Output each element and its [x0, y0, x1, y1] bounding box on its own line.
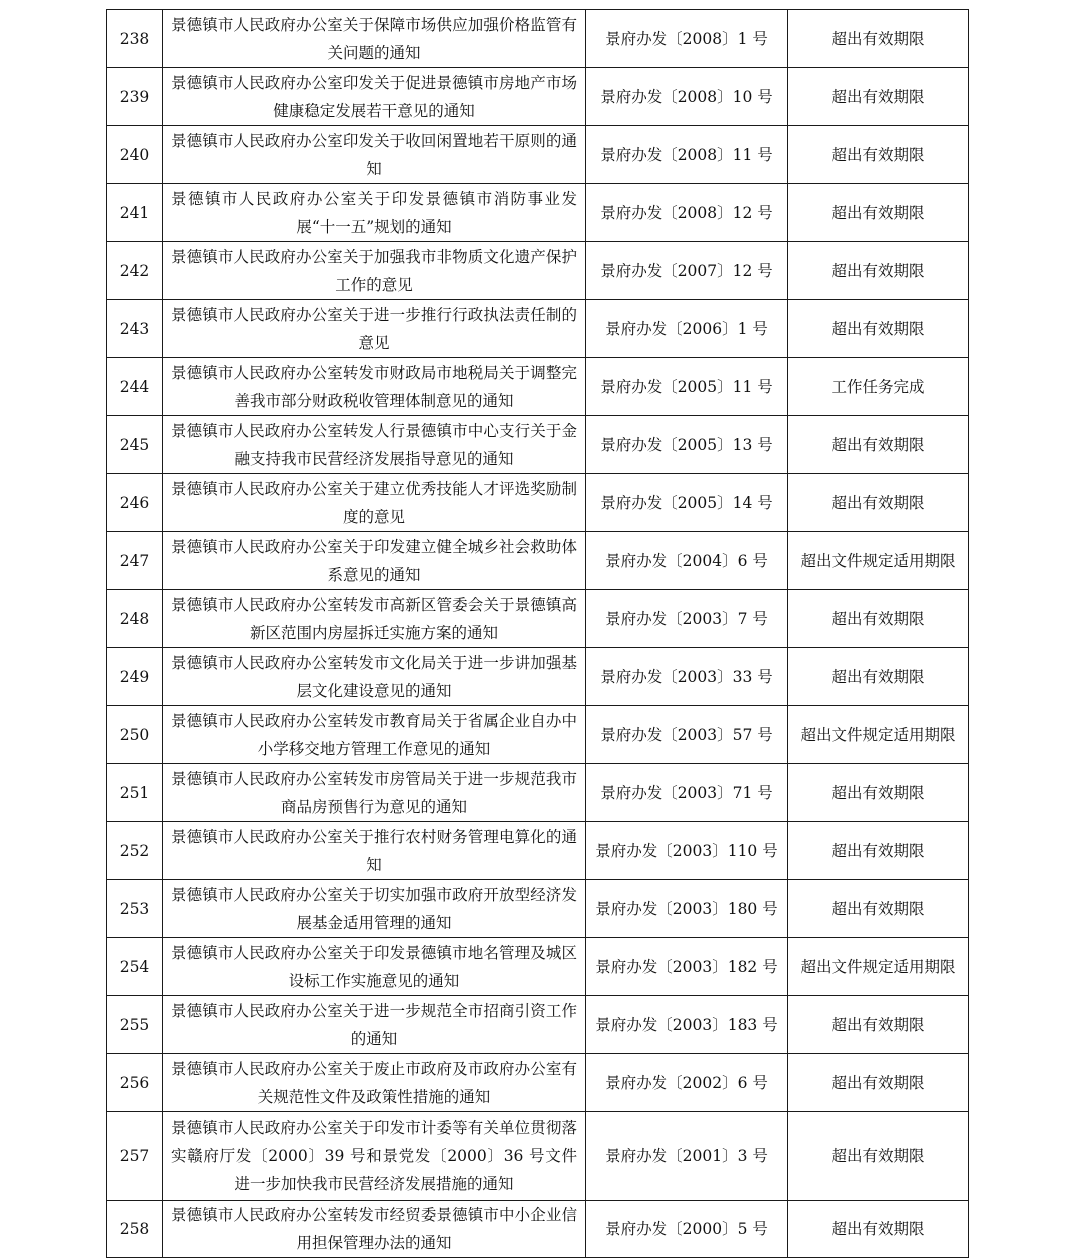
document-number: 景府办发〔2003〕180 号 [586, 880, 788, 938]
document-title: 景德镇市人民政府办公室关于建立优秀技能人才评选奖励制度的意见 [163, 474, 586, 532]
table-row [107, 764, 969, 822]
table-row [107, 10, 969, 68]
document-number: 景府办发〔2003〕33 号 [586, 648, 788, 706]
row-number: 245 [107, 416, 163, 474]
row-number: 255 [107, 996, 163, 1054]
table-row [107, 68, 969, 126]
row-number: 241 [107, 184, 163, 242]
document-title: 景德镇市人民政府办公室关于印发景德镇市地名管理及城区设标工作实施意见的通知 [163, 938, 586, 996]
row-number: 243 [107, 300, 163, 358]
document-title: 景德镇市人民政府办公室转发市房管局关于进一步规范我市商品房预售行为意见的通知 [163, 764, 586, 822]
row-number: 254 [107, 938, 163, 996]
document-title: 景德镇市人民政府办公室转发市教育局关于省属企业自办中小学移交地方管理工作意见的通知 [163, 706, 586, 764]
document-title: 景德镇市人民政府办公室关于切实加强市政府开放型经济发展基金适用管理的通知 [163, 880, 586, 938]
document-title: 景德镇市人民政府办公室关于进一步规范全市招商引资工作的通知 [163, 996, 586, 1054]
row-number: 257 [107, 1112, 163, 1201]
document-title: 景德镇市人民政府办公室关于加强我市非物质文化遗产保护工作的意见 [163, 242, 586, 300]
repeal-reason: 工作任务完成 [788, 358, 969, 416]
table-row [107, 648, 969, 706]
table-row [107, 996, 969, 1054]
document-title: 景德镇市人民政府办公室转发市经贸委景德镇市中小企业信用担保管理办法的通知 [163, 1201, 586, 1258]
document-number: 景府办发〔2003〕182 号 [586, 938, 788, 996]
row-number: 247 [107, 532, 163, 590]
document-title: 景德镇市人民政府办公室关于进一步推行行政执法责任制的意见 [163, 300, 586, 358]
document-number: 景府办发〔2005〕11 号 [586, 358, 788, 416]
repeal-reason: 超出有效期限 [788, 1201, 969, 1258]
document-number: 景府办发〔2003〕7 号 [586, 590, 788, 648]
repeal-reason: 超出有效期限 [788, 474, 969, 532]
row-number: 256 [107, 1054, 163, 1112]
repeal-reason: 超出有效期限 [788, 416, 969, 474]
row-number: 242 [107, 242, 163, 300]
repealed-documents-table [106, 9, 969, 1258]
repeal-reason: 超出文件规定适用期限 [788, 938, 969, 996]
repeal-reason: 超出有效期限 [788, 822, 969, 880]
document-number: 景府办发〔2003〕110 号 [586, 822, 788, 880]
document-number: 景府办发〔2008〕12 号 [586, 184, 788, 242]
document-title: 景德镇市人民政府办公室印发关于收回闲置地若干原则的通知 [163, 126, 586, 184]
table-row [107, 532, 969, 590]
document-number: 景府办发〔2002〕6 号 [586, 1054, 788, 1112]
document-number: 景府办发〔2000〕5 号 [586, 1201, 788, 1258]
row-number: 249 [107, 648, 163, 706]
table-row [107, 416, 969, 474]
table-row [107, 590, 969, 648]
row-number: 244 [107, 358, 163, 416]
table-row [107, 706, 969, 764]
table-row [107, 474, 969, 532]
row-number: 252 [107, 822, 163, 880]
row-number: 240 [107, 126, 163, 184]
table-row [107, 126, 969, 184]
repeal-reason: 超出有效期限 [788, 10, 969, 68]
repeal-reason: 超出有效期限 [788, 1112, 969, 1201]
row-number: 258 [107, 1201, 163, 1258]
document-number: 景府办发〔2006〕1 号 [586, 300, 788, 358]
repeal-reason: 超出有效期限 [788, 996, 969, 1054]
document-title: 景德镇市人民政府办公室转发市财政局市地税局关于调整完善我市部分财政税收管理体制意见的通知 [163, 358, 586, 416]
document-number: 景府办发〔2003〕183 号 [586, 996, 788, 1054]
document-title: 景德镇市人民政府办公室转发人行景德镇市中心支行关于金融支持我市民营经济发展指导意见的通知 [163, 416, 586, 474]
repeal-reason: 超出有效期限 [788, 184, 969, 242]
row-number: 246 [107, 474, 163, 532]
table-row [107, 358, 969, 416]
row-number: 248 [107, 590, 163, 648]
document-title: 景德镇市人民政府办公室关于废止市政府及市政府办公室有关规范性文件及政策性措施的通知 [163, 1054, 586, 1112]
table-row [107, 242, 969, 300]
row-number: 239 [107, 68, 163, 126]
repeal-reason: 超出有效期限 [788, 242, 969, 300]
document-title: 景德镇市人民政府办公室转发市文化局关于进一步讲加强基层文化建设意见的通知 [163, 648, 586, 706]
repeal-reason: 超出有效期限 [788, 1054, 969, 1112]
document-number: 景府办发〔2001〕3 号 [586, 1112, 788, 1201]
table-row [107, 300, 969, 358]
document-number: 景府办发〔2005〕14 号 [586, 474, 788, 532]
table-row [107, 880, 969, 938]
repeal-reason: 超出有效期限 [788, 590, 969, 648]
document-number: 景府办发〔2007〕12 号 [586, 242, 788, 300]
row-number: 238 [107, 10, 163, 68]
table-row [107, 822, 969, 880]
row-number: 250 [107, 706, 163, 764]
repeal-reason: 超出有效期限 [788, 764, 969, 822]
repeal-reason: 超出有效期限 [788, 126, 969, 184]
repeal-reason: 超出文件规定适用期限 [788, 706, 969, 764]
document-number: 景府办发〔2003〕57 号 [586, 706, 788, 764]
row-number: 253 [107, 880, 163, 938]
table-row [107, 938, 969, 996]
repeal-reason: 超出文件规定适用期限 [788, 532, 969, 590]
document-number: 景府办发〔2008〕11 号 [586, 126, 788, 184]
table-row [107, 1112, 969, 1201]
document-title: 景德镇市人民政府办公室关于保障市场供应加强价格监管有关问题的通知 [163, 10, 586, 68]
row-number: 251 [107, 764, 163, 822]
table-row [107, 1054, 969, 1112]
document-title: 景德镇市人民政府办公室关于印发建立健全城乡社会救助体系意见的通知 [163, 532, 586, 590]
repeal-reason: 超出有效期限 [788, 648, 969, 706]
document-title: 景德镇市人民政府办公室印发关于促进景德镇市房地产市场健康稳定发展若干意见的通知 [163, 68, 586, 126]
document-number: 景府办发〔2003〕71 号 [586, 764, 788, 822]
repeal-reason: 超出有效期限 [788, 68, 969, 126]
repeal-reason: 超出有效期限 [788, 300, 969, 358]
document-title: 景德镇市人民政府办公室关于印发市计委等有关单位贯彻落实赣府厅发〔2000〕39 号和景党发〔2000〕36 号文件进一步加快我市民营经济发展措施的通知 [163, 1112, 586, 1201]
document-title: 景德镇市人民政府办公室关于推行农村财务管理电算化的通知 [163, 822, 586, 880]
document-number: 景府办发〔2005〕13 号 [586, 416, 788, 474]
table-row [107, 1201, 969, 1258]
repeal-reason: 超出有效期限 [788, 880, 969, 938]
document-number: 景府办发〔2008〕10 号 [586, 68, 788, 126]
table-row [107, 184, 969, 242]
document-title: 景德镇市人民政府办公室转发市高新区管委会关于景德镇高新区范围内房屋拆迁实施方案的通知 [163, 590, 586, 648]
document-number: 景府办发〔2008〕1 号 [586, 10, 788, 68]
document-title: 景德镇市人民政府办公室关于印发景德镇市消防事业发展“十一五”规划的通知 [163, 184, 586, 242]
document-number: 景府办发〔2004〕6 号 [586, 532, 788, 590]
